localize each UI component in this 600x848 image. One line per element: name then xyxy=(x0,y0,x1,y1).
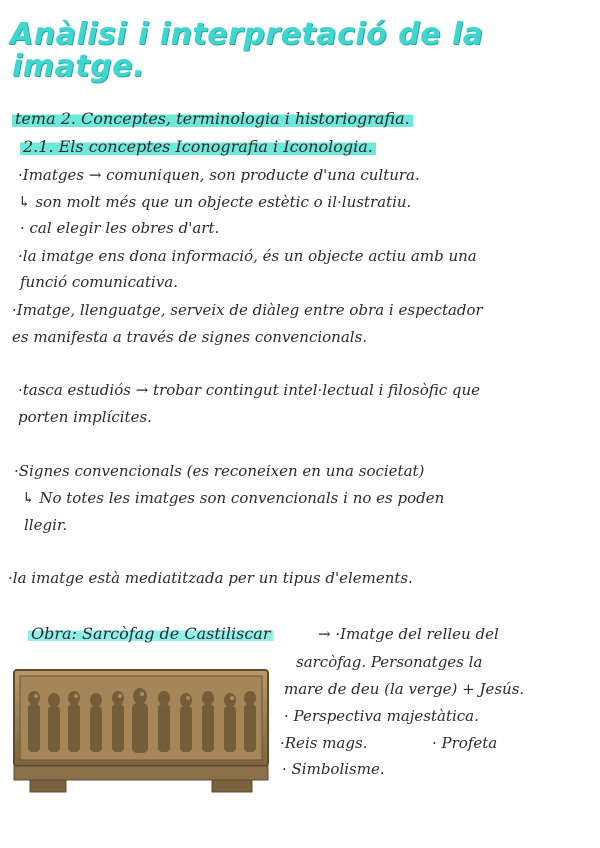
subtema-text: 2.1. Els conceptes Iconografia i Iconologia. xyxy=(20,137,376,156)
note-line: llegir. xyxy=(24,516,68,534)
note-line: ↳ No totes les imatges son convencionals i no es poden xyxy=(22,489,445,507)
obra-note: → ·Imatge del relleu del xyxy=(318,625,499,643)
note-line: ·la imatge està mediatitzada per un tipus d'elements. xyxy=(8,569,413,587)
note-line: ·tasca estudiós → trobar contingut intel·lectual i filosòfic que xyxy=(18,381,481,399)
note-line: ·Imatges → comuniquen, son producte d'una cultura. xyxy=(18,166,420,184)
obra-note: ·Reis mags. xyxy=(280,734,368,752)
page-title-line2: imatge. xyxy=(12,49,145,84)
note-line: funció comunicativa. xyxy=(20,273,178,291)
obra-note: mare de deu (la verge) + Jesús. xyxy=(284,680,525,698)
tema-text: tema 2. Conceptes, terminologia i historiografia. xyxy=(12,109,413,128)
note-line: es manifesta a través de signes convencionals. xyxy=(12,328,368,346)
obra-note: sarcòfag. Personatges la xyxy=(296,653,483,671)
sarcophagus-image xyxy=(12,668,270,794)
page-title-line1: Anàlisi i interpretació de la xyxy=(10,17,484,52)
section-heading xyxy=(12,110,413,128)
obra-label xyxy=(28,625,273,643)
obra-note: · Profeta xyxy=(432,734,498,752)
subsection-heading xyxy=(20,138,376,156)
note-line: · cal elegir les obres d'art. xyxy=(20,219,220,237)
note-line: porten implícites. xyxy=(18,408,152,426)
obra-note: · Simbolisme. xyxy=(282,760,385,778)
note-line: ·la imatge ens dona informació, és un objecte actiu amb una xyxy=(18,247,477,265)
note-line: ·Signes convencionals (es reconeixen en una societat) xyxy=(14,462,425,480)
obra-label-text: Obra: Sarcòfag de Castiliscar xyxy=(28,624,273,643)
obra-note: · Perspectiva majestàtica. xyxy=(284,707,479,725)
note-line: ↳ son molt més que un objecte estètic o il·lustratiu. xyxy=(18,193,412,211)
note-line: ·Imatge, llenguatge, serveix de diàleg entre obra i espectador xyxy=(12,301,483,319)
